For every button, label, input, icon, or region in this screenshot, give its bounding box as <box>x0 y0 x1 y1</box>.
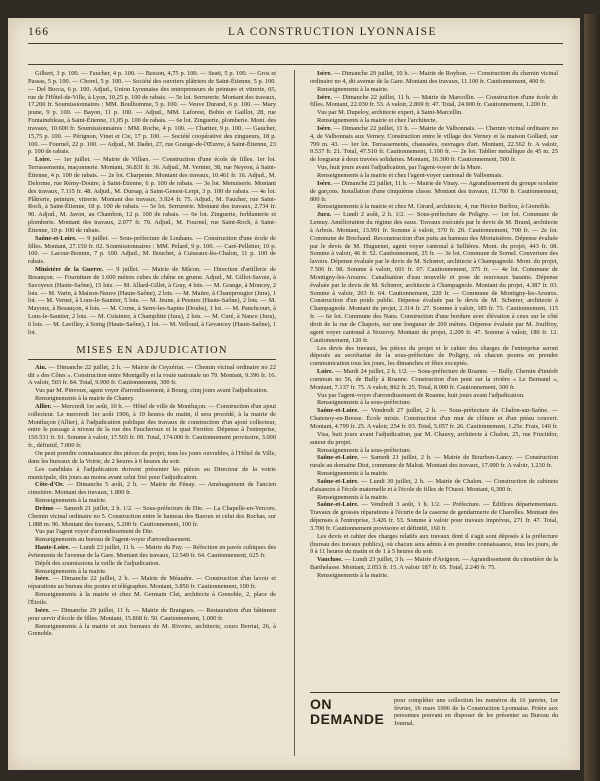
paragraph-text: — Lundi 23 juillet, 3 h. — Mairie d'Avignon. — Agrandissement du cimetière de la Barthelasse. Montant, 2.053 fr. 15. A valoir 187 fr. 65. Total, 2.240 fr. 75. <box>310 556 558 572</box>
paragraph <box>310 203 558 211</box>
paragraph <box>28 497 276 505</box>
paragraph-text: Renseignements à la mairie. <box>317 493 389 501</box>
paragraph-text: Dépôt des soumissions la veille de l'adjudication. <box>35 559 161 567</box>
paragraph <box>310 164 558 172</box>
entry-heading: Saône-et-Loire. <box>317 407 359 415</box>
paragraph <box>310 533 558 557</box>
paragraph-text: — Vendredi 3 août, 1 h. 1/2. — Préfecture. — Édifices départementaux. Travaux de grosses réparations à l'écurie de la caserne de gendarmerie de Charolles. Montant des dépenses à l'entreprise, 3.426 fr. 53. Somme à valoir pour travaux imprévus, 271 fr. 47. Total, 3.700 fr. Cautionnement provisoire et définitif, 160 fr. <box>310 501 558 532</box>
paragraph-text: Renseignements à la mairie et chez l'architecte. <box>317 117 438 125</box>
paragraph-text: Renseignements à la sous-préfecture. <box>317 446 412 454</box>
paragraph-text: Renseignements à la mairie. <box>317 470 389 478</box>
paragraph <box>310 399 558 407</box>
paragraph-text: — Dimanche 22 juillet, 2 h. — Mairie de Ceyzériat. — Chemin vicinal ordinaire no 22 dit « des Côtes ». Construction entre Montgelly et la route nationale no 79. Montant, 9.396 fr. 16. A valoir, 503 fr. 84. Total, 9.900 fr. Cautionnement, 300 fr. <box>28 363 276 387</box>
paragraph <box>28 235 276 266</box>
paragraph-text: On peut prendre connaissance des pièces du projet, tous les jours ouvrables, à l'Hôtel de Ville, dans les bureaux de la Voirie, de 2 heures à 6 heures du soir. <box>28 449 276 465</box>
paragraph-text: — Mardi 24 juillet, 2 h. 1/2. — Sous-préfecture de Roanne. — Bully. Chemin d'intérêt commun no 56, de Bully à Roanne. Construction d'un pont sur la rivière « Le Bernand », Montant, 7.137 fr. 75. A valoir, 862 fr. 25. Total, 8.000 fr. Cautionnement, 300 fr. <box>310 368 558 391</box>
paragraph-text: Renseignements à la sous-préfecture. <box>317 399 412 407</box>
paragraph-text: — 1er juillet. — Mairie de Villars. — Construction d'une école de filles. 1er lot. Terrassements, maçonnerie. Montant, 36.831 fr. 36. Adjud., M. Vernier, 38, rue Neyron, à Saint-Étienne, 4 p. 100 de rabais. — 2e lot. Charpente. Montant des travaux, 10.461 fr. 16. Adjud., M. Delorme, rue Rémy-Doutre, à Saint-Étienne, 6 p. 100 de rabais. — 3e lot. Menuiserie. Montant des travaux, 7.115 fr. 48. Adjud., M. Dursap, à Saint-Genest-Lerpt, 3 p. 100 de rabais. — 4e lot. Plâtrerie, peinture, vitrerie. Montant des travaux, 3.924 fr. 75. Adjud., M. Faucher, rue Saint-Roch, à Saint-Étienne, 18 p. 100 de rabais. — 5e lot. Serrurerie. Montant des travaux, 2.734 fr. 90. Adjud., M. Javon, au Chambon, 12 p. 100 de rabais. — 6e lot. Zinguerie, ferblanterie et plomberie. Montant des travaux, 2.077 fr. 70. Adjud., M. Fournel, rue Saint-Roch, à Saint-Étienne, 10 p. 100 de rabais. <box>28 156 276 234</box>
paragraph-text: Visa, huit jours avant l'adjudication, par M. Chauvy, architecte à Chalon, 25, rue Fructidor, auteur du projet. <box>310 430 558 446</box>
paragraph-text: — Dimanche 5 août, 2 h. — Mairie de Fénay. — Aménagement de l'ancien cimetière. Montant des travaux, 1.800 fr. <box>28 481 276 497</box>
entry-heading: Saône-et-Loire. <box>317 454 359 462</box>
paragraph-text: — Dimanche 29 juillet, 10 h. — Mairie de Roybon. — Construction du chemin vicinal ordinaire no 4, dit avenue de la Gare. Montant des travaux, 11.100 fr. Cautionnement, 400 fr. <box>310 70 558 85</box>
paragraph-text: Les candidats à l'adjudication doivent présenter les pièces au Directeur de la voirie municipale, dix jours au moins avant celui fixé pour l'adjudication. <box>28 465 276 481</box>
paragraph-text: — Dimanche 22 juillet, 11 h. — Mairie de Vinay. — Agrandissement du groupe scolaire de garçons. Installation d'une cinquième classe. Montant des travaux, 11.700 fr. Cautionnement, 800 fr. <box>310 179 558 203</box>
entry-heading: Ministère de la Guerre. <box>35 266 104 274</box>
entry-heading: Côte-d'Or. <box>35 481 64 489</box>
paragraph-text: — Lundi 23 juillet, 11 h. — Mairie du Puy. — Réfection en pavés cubiques des évitements de l'avenue de la Gare. Montant des travaux, 12.549 fr. 64. Cautionnement, 625 fr. <box>28 544 276 559</box>
paragraph <box>310 211 558 344</box>
paragraph-text: — 9 juillet. — Sous-préfecture de Louhans. — Construction d'une école de filles. Montant, 27.150 fr. 02. Soumissionnaires : MM. Pelard, 9 p. 100. — Caré-Pelletier, 10 p. 100. — Lacour-Bonnin, 7 p. 100. Adjud., M. Bouchet, à Cuiseaux-lès-Chalon, 11 p. 100 de rabais. <box>28 234 276 266</box>
entry-heading: Isère. <box>317 70 332 77</box>
paragraph-text: — Dimanche 29 juillet, 11 h. — Mairie de Brangues. — Restauration d'un bâtiment pour servir d'école de filles. Montant, 15.868 fr. 50. Cautionnement, 1.000 fr. <box>28 606 276 622</box>
paragraph <box>28 607 276 623</box>
paragraph-text: Vus par l'agent voyer d'arrondissement de Die. <box>35 528 154 536</box>
paragraph <box>28 395 276 403</box>
paragraph-text: Renseignements à la mairie. <box>317 85 389 93</box>
entry-heading: Isère. <box>35 606 50 614</box>
paragraph <box>310 117 558 125</box>
entry-heading: Isère. <box>317 124 332 132</box>
entry-heading: Saône-et-Loire. <box>35 234 77 242</box>
paragraph-text: — Dimanche 22 juillet, 11 h. — Mairie de Valbonnais. — Chemin vicinal ordinaire no 4, de Valbonnais aux Verney. Construction entre le village des Verney et la maison Gollard, sur 799 m. 43. — 1er lot. Terrassements, chaussées, ouvrages d'art. Montant, 22.562 fr. A valoir, 9.537 fr. 21. Total, 47.510 fr. Cautionnement, 1.100 fr. — 2e lot. Tablier métallique de 45 m. 25 de longueur à deux travées solidaires. Montant, 16.300 fr. Cautionnement, 500 fr. <box>310 124 558 164</box>
notice-title: ON DEMANDE <box>310 696 385 727</box>
entry-heading: Saône-et-Loire. <box>317 501 359 509</box>
entry-heading: Jura. <box>317 211 332 219</box>
paragraph <box>310 478 558 494</box>
paragraph-text: — Lundi 2 août, 2 h. 1/2. — Sous-préfecture de Poligny. — 1er lot. Commune de Lemuy. Amélioration du régime des eaux. Travaux exécutés par le devis de M. Brand, architecte à Arbois. Montant, 13.991 fr. Somme à valoir, 370 fr. 20. Cautionnement, 700 fr. — 2e lot. Commune de Brechand. Reconstruction d'un puits au hameau des Mortaisières. Dépense évaluée par le devis de M. Huguenet, agent voyer cantonal à Sellières. Mont. du projet, 443 fr. 08. Somme à valoir, 46 fr. 52. Cautionnement, 25 fr. — 3e lot. Commune de Sornel. Couverture des lavoirs. Dépense évaluée par le devis de M. Schœrer, architecte à Champagnole. Mont. du projet, 7.506 fr. 98. Somme à valoir, 601 fr. 07. Cautionnement, 375 fr. — 4e lot. Commune de Montigny-les-Arsures. Canalisation d'eau nouvelle et pose de nouveaux bassins. Dépense évaluée par le devis de M. Schœrer, architecte à Champagnole. Montant du projet, 4.387 fr. 03. Somme à valoir, 203 fr. 64. Cautionnement, 220 fr. — Commune de Montigny-les-Arsures. Construction d'un poids public. Dépense évaluée par le devis de M. Schœrer, architecte à Champagnole. Montant du projet, 2.314 fr. 27. Somme à valoir, 185 fr. 73. Cautionnement, 115 fr. — 6e lot. Commune des Nans. Construction d'une bordure avec élévation à ceux sur le côté droit de la rue de Chapois, sur une longueur de 209 mètres. Dépense évaluée par M. Jouffroy, agent voyer cantonal à Nozeroy. Montant du projet, 2.209 fr. 47. Somme à valoir, 180 fr. 12. Cautionnement, 120 fr. <box>310 211 558 344</box>
left-column <box>28 70 276 760</box>
paragraph-text: Vus, huit jours avant l'adjudication, par l'agent-voyer de la Mure. <box>317 164 483 172</box>
entry-heading: Isère. <box>317 93 332 101</box>
paragraph <box>28 575 276 591</box>
page-header <box>28 26 563 40</box>
paragraph <box>28 156 276 234</box>
paragraph-text: — Dimanche 22 juillet, 11 h. — Mairie de Marcollin. — Construction d'une école de filles. Montant, 22.030 fr. 53. A valoir, 2.869 fr. 47. Total, 24.900 fr. Cautionnement, 1.200 fr. <box>310 93 558 109</box>
paragraph-text: Vus par M. Pinvoux, agent voyer d'arrondissement, à Bourg, cinq jours avant l'adjudication. <box>35 387 269 395</box>
paragraph-text: — Vendredi 27 juillet, 2 h. — Sous-préfecture de Chalon-sur-Saône. — Chatenoy-en-Bresse. École mixte. Construction d'un mur de clôture et d'un préau couvert. Montant, 4.799 fr. 25. A valoir, 254 fr. 03. Total, 5.057 fr. 26. Cautionnement, 1.25e. Frais, 140 fr. <box>310 407 558 430</box>
paragraph-text: Gilbert, 3 p. 100. — Faucher, 4 p. 100. — Besson, 4,75 p. 100. — Seati, 5 p. 100. — Gros et Passas, 5 p. 100. — Chorel, 5 p. 100. — Société des ouvriers plâtriers de Saint-Étienne, 5 p. 100. — Del Bocca, 6 p. 100. Adjud., Union Lyonnaise des entrepreneurs de peinture et vitrerie, 65, rue de l'Hôtel-de-Ville, à Lyon, 10,25 p. 100 de rabais. — 5e lot. Serrurerie. Montant des travaux, 17.200 fr. Soumissionnaires : MM. Boulhomme, 5 p. 100. — Veuve Durand, 6 p. 100. — Mary jeune, 9 p. 100. — Bayon, 11 p. 100. — Adjud., MM. Laforest, Bobin et Gaillot, 28, rue Fontainebleau, à Saint-Étienne, 11,05 p. 100 de rabais. — 6e lot. Zinguerie, plomberie. Mont. des travaux, 10.600 fr. Soumissionnaires : MM. Roche, 4 p. 100. — Chartier, 9 p. 100. — Gaucher, 15,75 p. 100. — Pérignon, Vinet et Cie, 17 p. 100. — Société coopérative des zingueurs, 18 p. 100. — Fournel, 22 p. 100. — Adjud., M. Dadet, 27, rue Grange-de-l'Œuvre, à Saint-Étienne, 23 p. 100 de rabais. <box>28 70 276 156</box>
paragraph-text: Les devis des travaux, les pièces du projet et le cahier des charges de l'entreprise seront déposés au secrétariat de la sous-préfecture de Poligny, où chacun pourra en prendre communication tous les jours, les dimanches et fêtes exceptés. <box>310 344 558 368</box>
entry-heading: Saône-et-Loire. <box>317 477 359 485</box>
entry-heading: Vaucluse. <box>317 556 343 564</box>
paragraph <box>28 505 276 529</box>
entry-heading: Loire. <box>317 368 334 376</box>
paragraph-text: Les devis et cahier des charges relatifs aux travaux dont il s'agit sont déposés à la préfecture (bureau des travaux publics), où chacun sera admis à en prendre connaissance, tous les jours, de 9 à 11 heures du matin et de 1 à 5 heures du soir. <box>310 532 558 556</box>
paragraph <box>310 180 558 204</box>
entry-heading: Ain. <box>35 363 47 371</box>
paragraph <box>28 528 276 536</box>
section-title: MISES EN ADJUDICATION <box>76 344 228 356</box>
paragraph <box>310 572 558 580</box>
paragraph-text: Renseignements à la mairie. <box>35 497 107 505</box>
paragraph <box>28 591 276 607</box>
paragraph-text: — 9 juillet. — Mairie de Mâcon. — Direction d'artillerie de Besançon. — Fourniture de 1.600 mètres cubes de chêne en grume. Adjud., M. Gillot-Savoie, à Savoyeux (Haute-Saône), 15 lots. — M. Allard-Gillet, à Gray, 4 lots. — M. Grange, à Moncey, 2 lots. — M. Varin, à Maison-Neuve (Haute-Saône), 2 lots. — M. Maitre, à Champrougier (Jura), 1 lot. — M. Vernet, à Lons-le-Saunier, 5 lots. — M. Jeune, à Pesmes (Haute-Saône), 2 lots. — M. Mayoux, à Besançon, 4 lots. — M. Corne, à Serre-les-Sapins (Doubs), 1 lot. — M. Panchcourt, à Lons-le-Saunier, 2 lots. — M. Cuisinier, à Champlitte (Jura), 2 lots. — M. Curé, à Nance (Jura), 6 lots. — M. Lavilley, à Soing (Haute-Saône), 1 lot. — M. Velloud, à Gevancey (Haute-Saône), 1 lot. <box>28 266 276 336</box>
header-rule-bottom <box>28 64 563 65</box>
paragraph <box>310 345 558 369</box>
paragraph <box>310 109 558 117</box>
paragraph <box>28 623 276 639</box>
paragraph-text: — Mercredi 1er août, 10 h. — Hôtel de ville de Montluçon. — Construction d'un ajout collecteur. Le mercredi 1er août 1906, à 10 heures du matin, il sera procédé, à la mairie de Montluçon (Allier), à l'adjudication publique des travaux de construction d'un ajout collecteur, entre le passage à niveau de la rue des Faucheroux et le quai Ferrière. Dépense à l'entreprise, 150.531 fr. 91. Somme à valoir, 17.565 fr. 09. Total, 174.000 fr. Cautionnement provisoire, 3.000 fr., définitif, 7.000 fr. <box>28 402 276 450</box>
paragraph-text: — Samedi 21 juillet, 2 h. 1/2. — Sous-préfecture de Die. — La Chapelle-en-Vercors. Chemin vicinal ordinaire no 5. Construction entre le hameau des Baroux et celui des Rochas, sur 1.088 m. 96. Montant des travaux, 5.200 fr. Cautionnement, 100 fr. <box>28 504 276 528</box>
adjudications-results <box>28 70 276 337</box>
book-gutter <box>584 14 600 781</box>
paragraph-text: — Lundi 30 juillet, 2 h. — Mairie de Chalon. — Construction de cabinets d'aisances à l'école maternelle et à l'école de filles de l'Ouest. Montant, 6,300 fr. <box>310 477 558 493</box>
header-rule <box>28 43 563 44</box>
paragraph <box>310 556 558 572</box>
entry-heading: Loire. <box>35 156 52 164</box>
entry-heading: Drôme <box>35 504 54 512</box>
paragraph <box>310 454 558 470</box>
paragraph <box>28 266 276 337</box>
paragraph-text: — Dimanche 22 juillet, 2 h. — Mairie de Méaudre. — Construction d'un lavoir et réparations au bureau des postes et télégraphes. Montant, 3.850 fr. Cautionnement, 100 fr. <box>28 575 276 591</box>
paragraph <box>310 70 558 86</box>
paragraph <box>28 387 276 395</box>
section-rule <box>28 359 276 360</box>
paragraph <box>28 568 276 576</box>
paragraph <box>310 368 558 392</box>
paragraph-text: Vus par M. Dupeloy, architecte expert, à Saint-Marcellin. <box>317 109 463 117</box>
paragraph-text: Renseignements à la mairie et chez M. Girard, architecte, 4, rue Hector Berlioz, à Grenoble. <box>317 203 551 211</box>
entry-heading: Haute-Loire. <box>35 544 70 552</box>
paragraph <box>28 466 276 482</box>
entry-heading: Allier. <box>35 402 52 410</box>
paragraph <box>310 172 558 180</box>
entry-heading: Isère. <box>35 575 50 583</box>
paragraph <box>310 125 558 164</box>
paragraph <box>310 447 558 455</box>
paragraph <box>28 70 276 156</box>
paragraph <box>28 481 276 497</box>
upcoming-adjudications-continued <box>310 70 558 580</box>
notice-text: pour compléter une collection les numéros du 16 janvier, 1er février, 16 mars 1906 de la Construction Lyonnaise. Prière aux personnes pouvant en disposer de les présenter au Bureau du Journal. <box>394 697 558 727</box>
paragraph-text: Renseignements à la mairie. <box>317 572 389 579</box>
upcoming-adjudications <box>28 364 276 639</box>
paragraph-text: — Samedi 21 juillet, 2 h. — Mairie de Bourbon-Lancy. — Construction rurale au domaine Diot, commune de Malrat. Montant des travaux, 17.000 fr. A valoir, 1.230 fr. <box>310 454 558 470</box>
paragraph <box>310 431 558 447</box>
paragraph-text: Vus par l'agent-voyer d'arrondissement de Roanne, huit jours avant l'adjudication. <box>317 391 525 399</box>
paragraph <box>310 392 558 400</box>
right-column <box>310 70 558 688</box>
journal-title: LA CONSTRUCTION LYONNAISE <box>228 26 437 38</box>
paragraph-text: Renseignements à la mairie et chez l'agent-voyer cantonal de Valbonnais. <box>317 171 503 179</box>
paragraph <box>28 544 276 560</box>
paragraph <box>28 364 276 388</box>
on-demande-notice <box>310 692 560 739</box>
paragraph <box>310 86 558 94</box>
paragraph <box>310 470 558 478</box>
paragraph-text: Renseignements au bureau de l'agent-voyer d'arrondissement. <box>35 536 192 544</box>
paragraph-text: Renseignements à la mairie et chez M. Germain Clet, architecte à Grenoble, 2, place de l'Étoile. <box>28 591 276 606</box>
paragraph <box>28 560 276 568</box>
paragraph <box>28 536 276 544</box>
paragraph <box>28 450 276 466</box>
paragraph-text: Renseignements à la mairie de Chaney. <box>35 395 135 403</box>
paragraph <box>310 501 558 532</box>
paragraph-text: Renseignements à la mairie. <box>35 567 107 575</box>
page-number: 166 <box>28 26 50 38</box>
paragraph <box>310 94 558 110</box>
entry-heading: Isère. <box>317 179 332 187</box>
paragraph <box>28 403 276 450</box>
paragraph <box>310 407 558 431</box>
column-divider <box>294 70 295 756</box>
paragraph-text: Renseignements à la mairie et aux bureaux de M. Rivoire, architecte, cours Berriat, 26, à Grenoble. <box>28 622 276 638</box>
